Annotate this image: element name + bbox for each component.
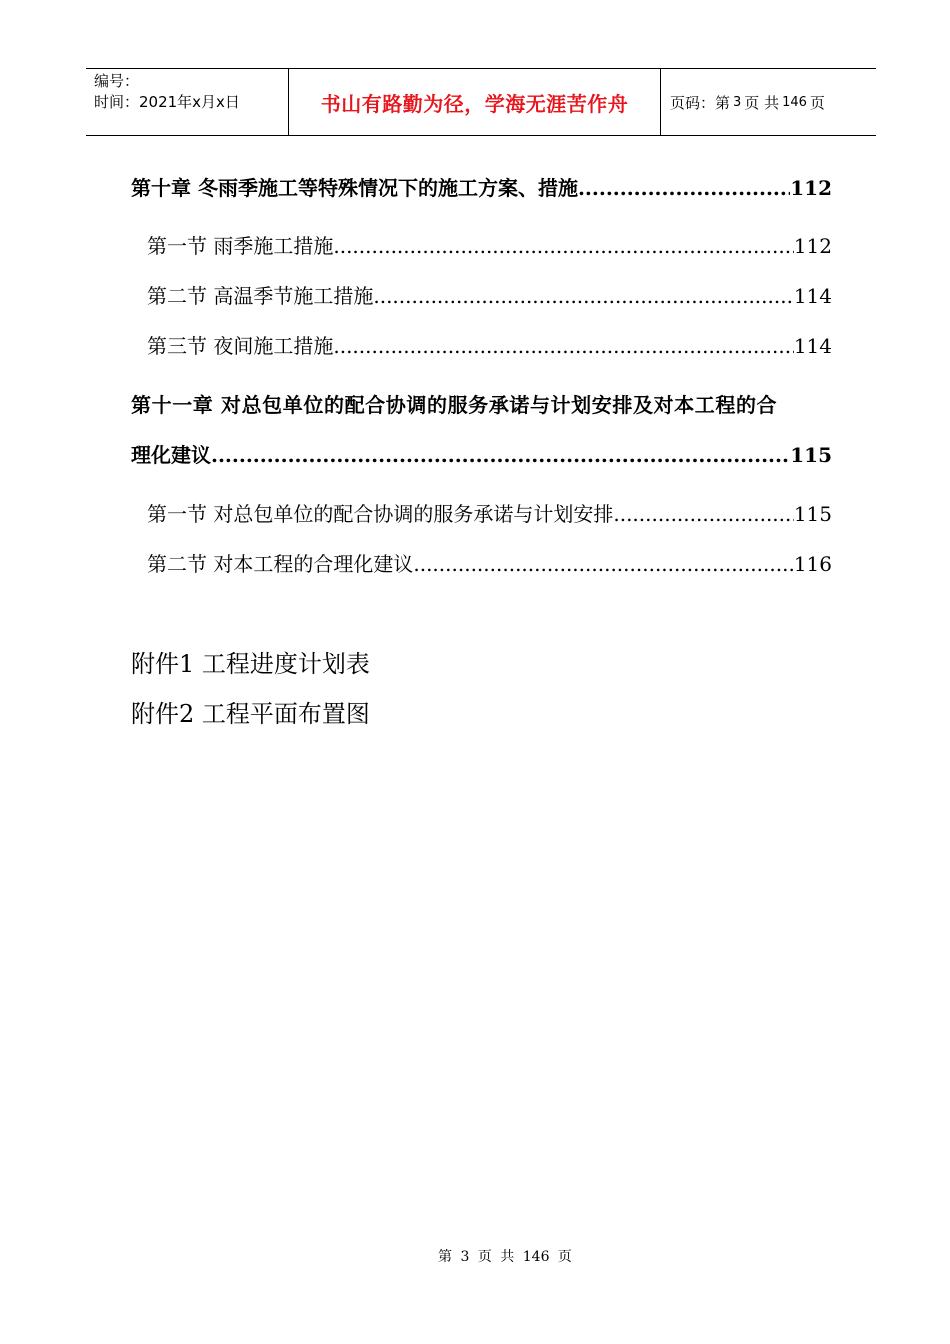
toc-entry-title: 理化建议 <box>131 443 211 467</box>
toc-entry-page: 112 <box>793 234 832 258</box>
toc-entry-page: 114 <box>793 334 832 358</box>
toc-entry-title: 第一节 对总包单位的配合协调的服务承诺与计划安排 <box>147 502 614 526</box>
header-page-total: 146 <box>782 94 807 110</box>
toc-leader-dots <box>413 552 793 576</box>
header-motto-cell <box>288 69 661 135</box>
page-footer: 第 3 页 共 146 页 <box>438 1249 572 1265</box>
header-page-end: 页 <box>809 93 825 112</box>
toc-entry-title: 第三节 夜间施工措施 <box>147 334 334 358</box>
toc-entry-chapter-10[interactable] <box>131 172 832 201</box>
toc-leader-dots <box>211 443 790 467</box>
page-header <box>86 68 876 136</box>
header-page-current: 3 <box>733 94 742 110</box>
toc-entry-section[interactable] <box>147 330 832 359</box>
appendix-1: 附件1 工程进度计划表 <box>131 650 370 678</box>
header-time-label: 时间：2021年x月x日 <box>94 93 240 111</box>
appendix-2: 附件2 工程平面布置图 <box>131 700 370 728</box>
header-meta <box>86 69 288 135</box>
toc-leader-dots <box>613 502 793 526</box>
header-motto: 书山有路勤为径，学海无涯苦作舟 <box>320 91 629 116</box>
toc-entry-page: 112 <box>790 176 832 200</box>
toc-leader-dots <box>333 334 793 358</box>
toc-entry-chapter-11[interactable] <box>131 439 832 468</box>
toc-leader-dots <box>578 176 790 200</box>
toc-entry-chapter-11-line1[interactable]: 第十一章 对总包单位的配合协调的服务承诺与计划安排及对本工程的合 <box>131 393 778 417</box>
toc-entry-title: 第十章 冬雨季施工等特殊情况下的施工方案、措施 <box>131 176 578 200</box>
toc-entry-title: 第一节 雨季施工措施 <box>147 234 334 258</box>
toc-entry-section[interactable] <box>147 280 832 309</box>
header-page-info <box>661 69 876 135</box>
toc-entry-page: 115 <box>790 443 832 467</box>
toc-entry-title: 第二节 高温季节施工措施 <box>147 284 374 308</box>
toc-entry-section[interactable] <box>147 498 832 527</box>
toc-entry-section[interactable] <box>147 548 832 577</box>
header-page-label: 页码：第 <box>670 93 731 112</box>
header-page-mid: 页 共 <box>744 93 780 112</box>
toc-entry-section[interactable] <box>147 230 832 259</box>
toc-entry-title: 第二节 对本工程的合理化建议 <box>147 552 414 576</box>
toc-entry-page: 116 <box>793 552 832 576</box>
toc-leader-dots <box>333 234 793 258</box>
toc-entry-page: 115 <box>793 502 832 526</box>
toc-leader-dots <box>373 284 793 308</box>
toc-entry-page: 114 <box>793 284 832 308</box>
header-number-label: 编号： <box>94 72 140 90</box>
